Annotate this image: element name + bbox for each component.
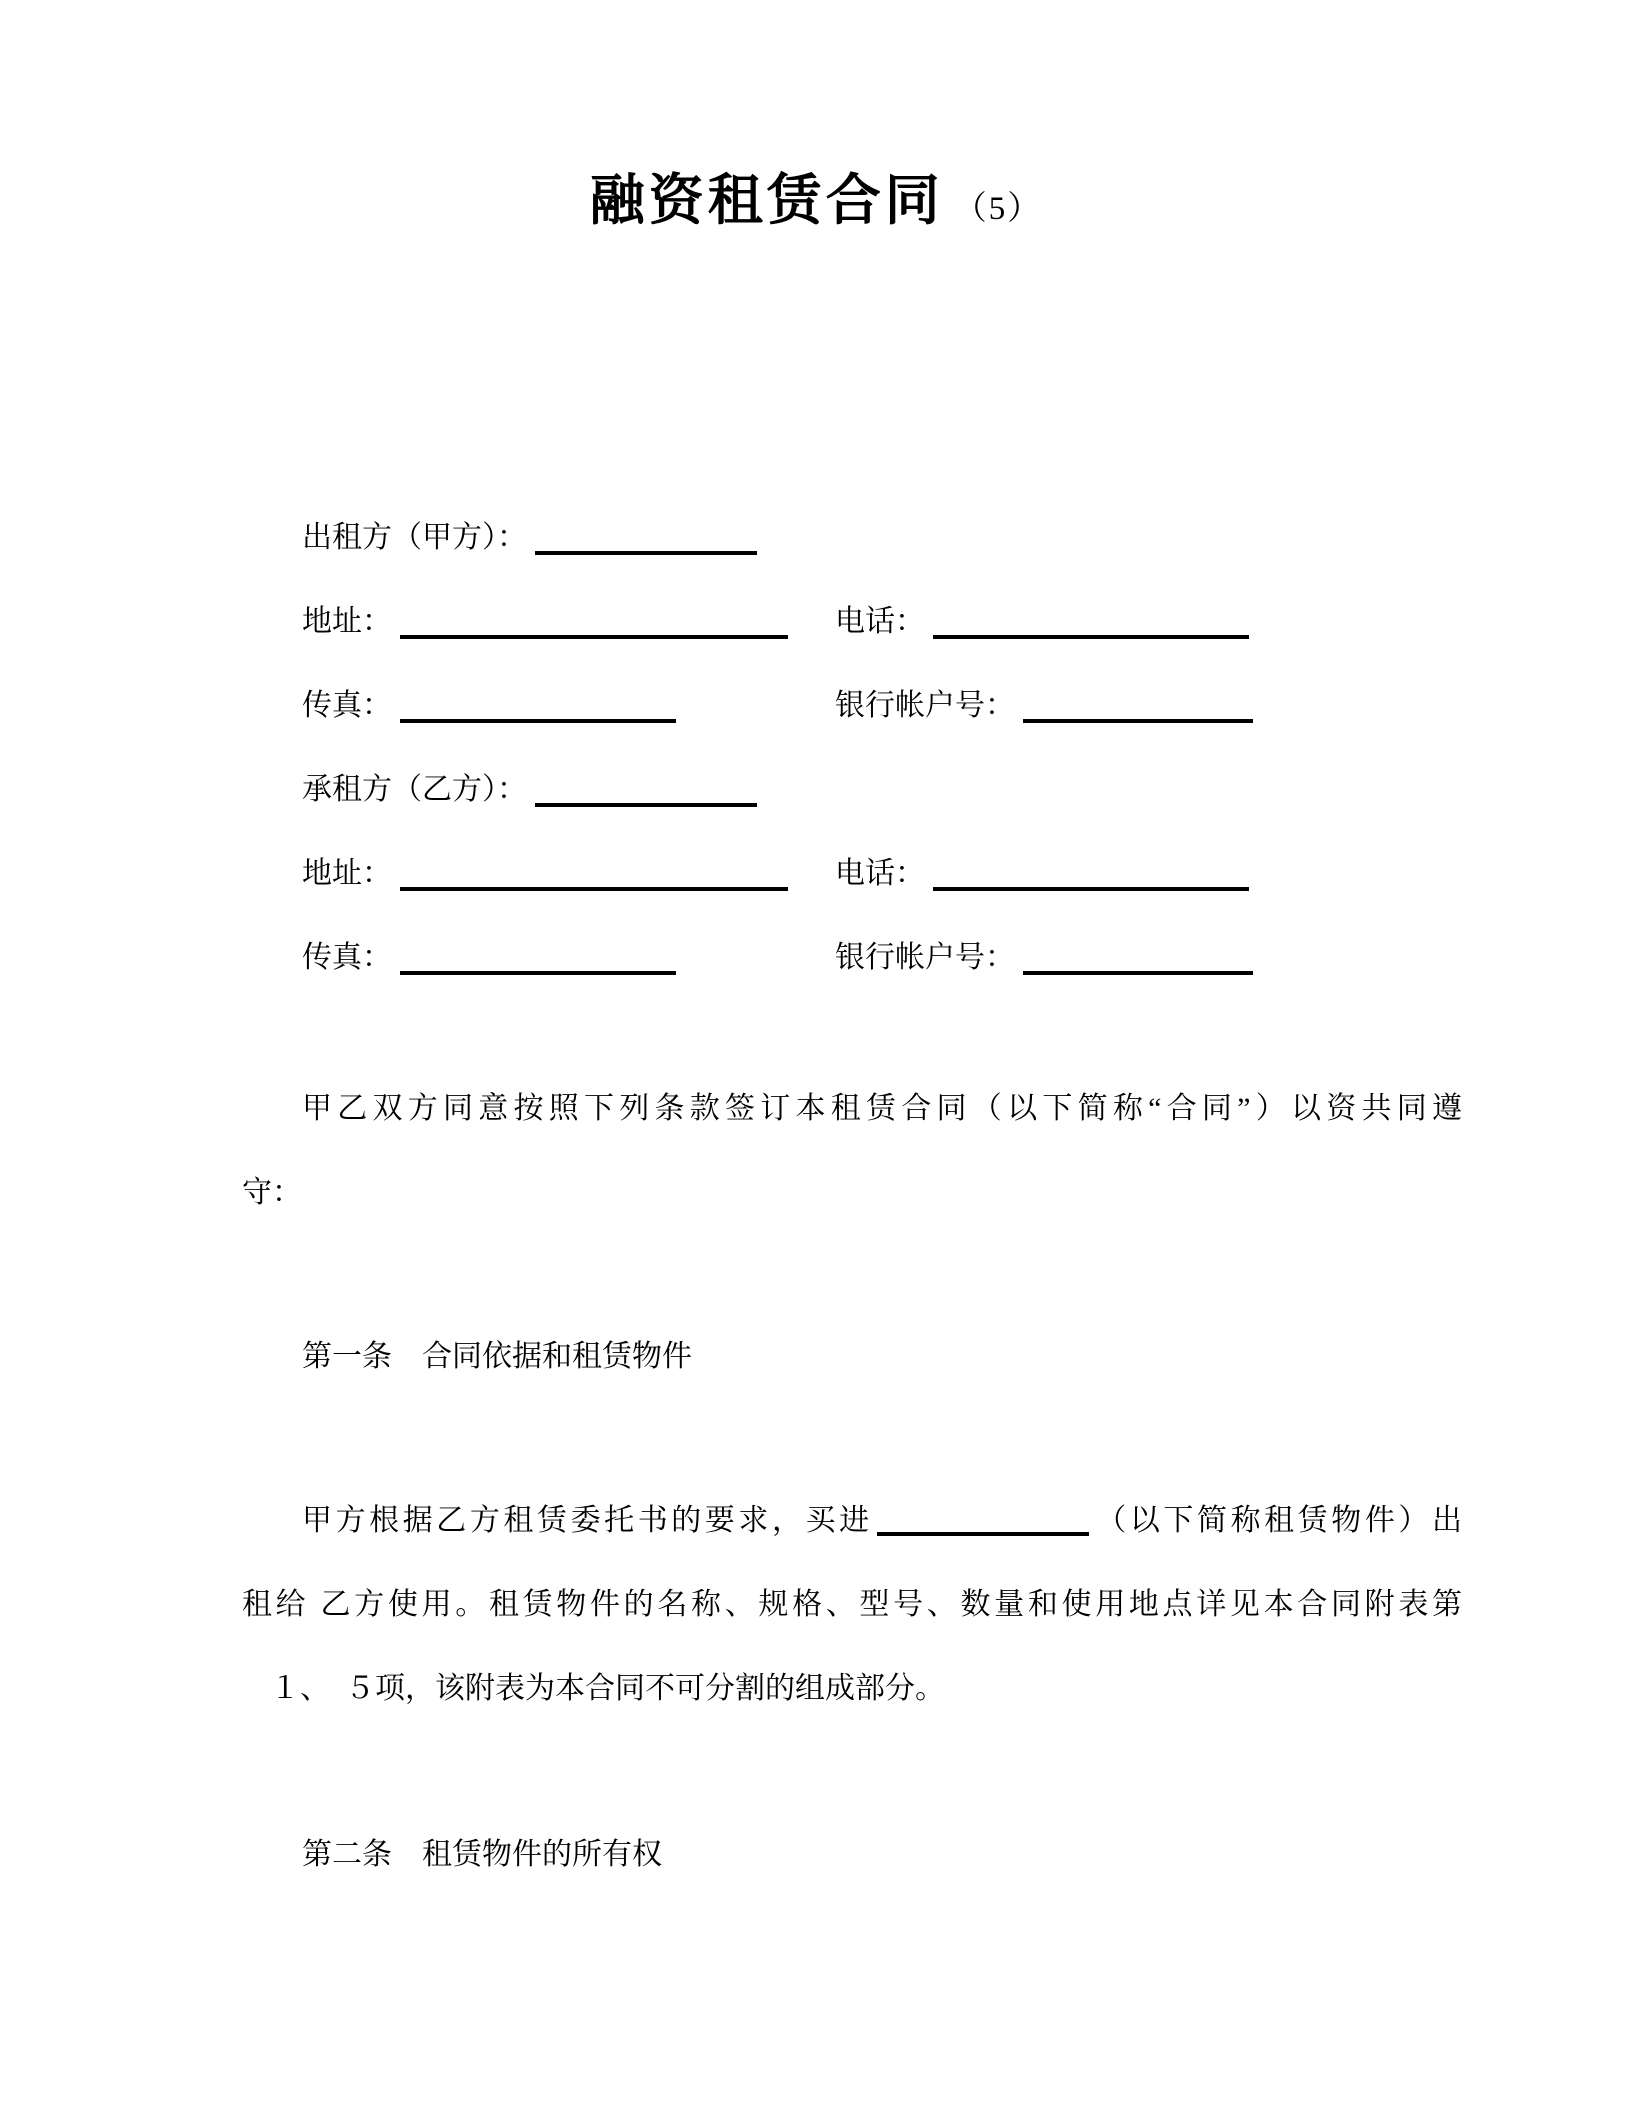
lessor-label: 出租方（甲方）： — [302, 521, 527, 554]
intro-paragraph-line-1: 甲乙双方同意按照下列条款签订本租赁合同（以下简称“合同”）以资共同遵 — [302, 1092, 1462, 1125]
bank-account-blank — [1023, 963, 1253, 975]
lessee-name-blank — [535, 795, 757, 807]
article-1-line-1-pre: 甲方根据乙方租赁委托书的要求，买进 — [302, 1504, 873, 1537]
fax-label: 传真： — [302, 689, 392, 722]
bank-account-group — [835, 682, 1253, 730]
document-title-number: （5） — [953, 191, 1043, 227]
lessor-name-blank — [535, 543, 757, 555]
article-1-line-2: 租给 乙方使用。租赁物件的名称、规格、型号、数量和使用地点详见本合同附表第 — [242, 1588, 1462, 1621]
form-row-lessee — [242, 766, 1462, 814]
article-1-heading: 第一条 合同依据和租赁物件 — [302, 1340, 692, 1373]
bank-account-label: 银行帐户号： — [835, 941, 1015, 974]
form-row-lessee-fax — [242, 934, 1462, 982]
phone-blank — [933, 627, 1249, 639]
intro-paragraph-line-2: 守： — [242, 1176, 302, 1209]
address-label: 地址： — [302, 605, 392, 638]
fax-blank — [400, 711, 676, 723]
address-label: 地址： — [302, 857, 392, 890]
article-1-line-3: １、 ５项，该附表为本合同不可分割的组成部分。 — [270, 1672, 945, 1705]
phone-label: 电话： — [835, 857, 925, 890]
phone-blank — [933, 879, 1249, 891]
bank-account-group — [835, 934, 1253, 982]
article-1-line-1-post: （以下简称租赁物件）出 — [1092, 1504, 1463, 1537]
document-title — [0, 160, 1632, 255]
form-row-lessor — [242, 514, 1462, 562]
address-blank — [400, 879, 788, 891]
bank-account-label: 银行帐户号： — [835, 689, 1015, 722]
bank-account-blank — [1023, 711, 1253, 723]
lessee-label: 承租方（乙方）： — [302, 773, 527, 806]
document-title-text: 融资租赁合同 — [589, 169, 944, 231]
purchase-item-blank — [877, 1524, 1089, 1536]
phone-group — [835, 598, 1249, 646]
fax-label: 传真： — [302, 941, 392, 974]
phone-group — [835, 850, 1249, 898]
form-row-lessor-address — [242, 598, 1462, 646]
phone-label: 电话： — [835, 605, 925, 638]
article-2-heading: 第二条 租赁物件的所有权 — [302, 1838, 662, 1871]
fax-blank — [400, 963, 676, 975]
article-1-line-1 — [242, 1499, 1462, 1543]
address-blank — [400, 627, 788, 639]
form-row-lessee-address — [242, 850, 1462, 898]
form-row-lessor-fax — [242, 682, 1462, 730]
